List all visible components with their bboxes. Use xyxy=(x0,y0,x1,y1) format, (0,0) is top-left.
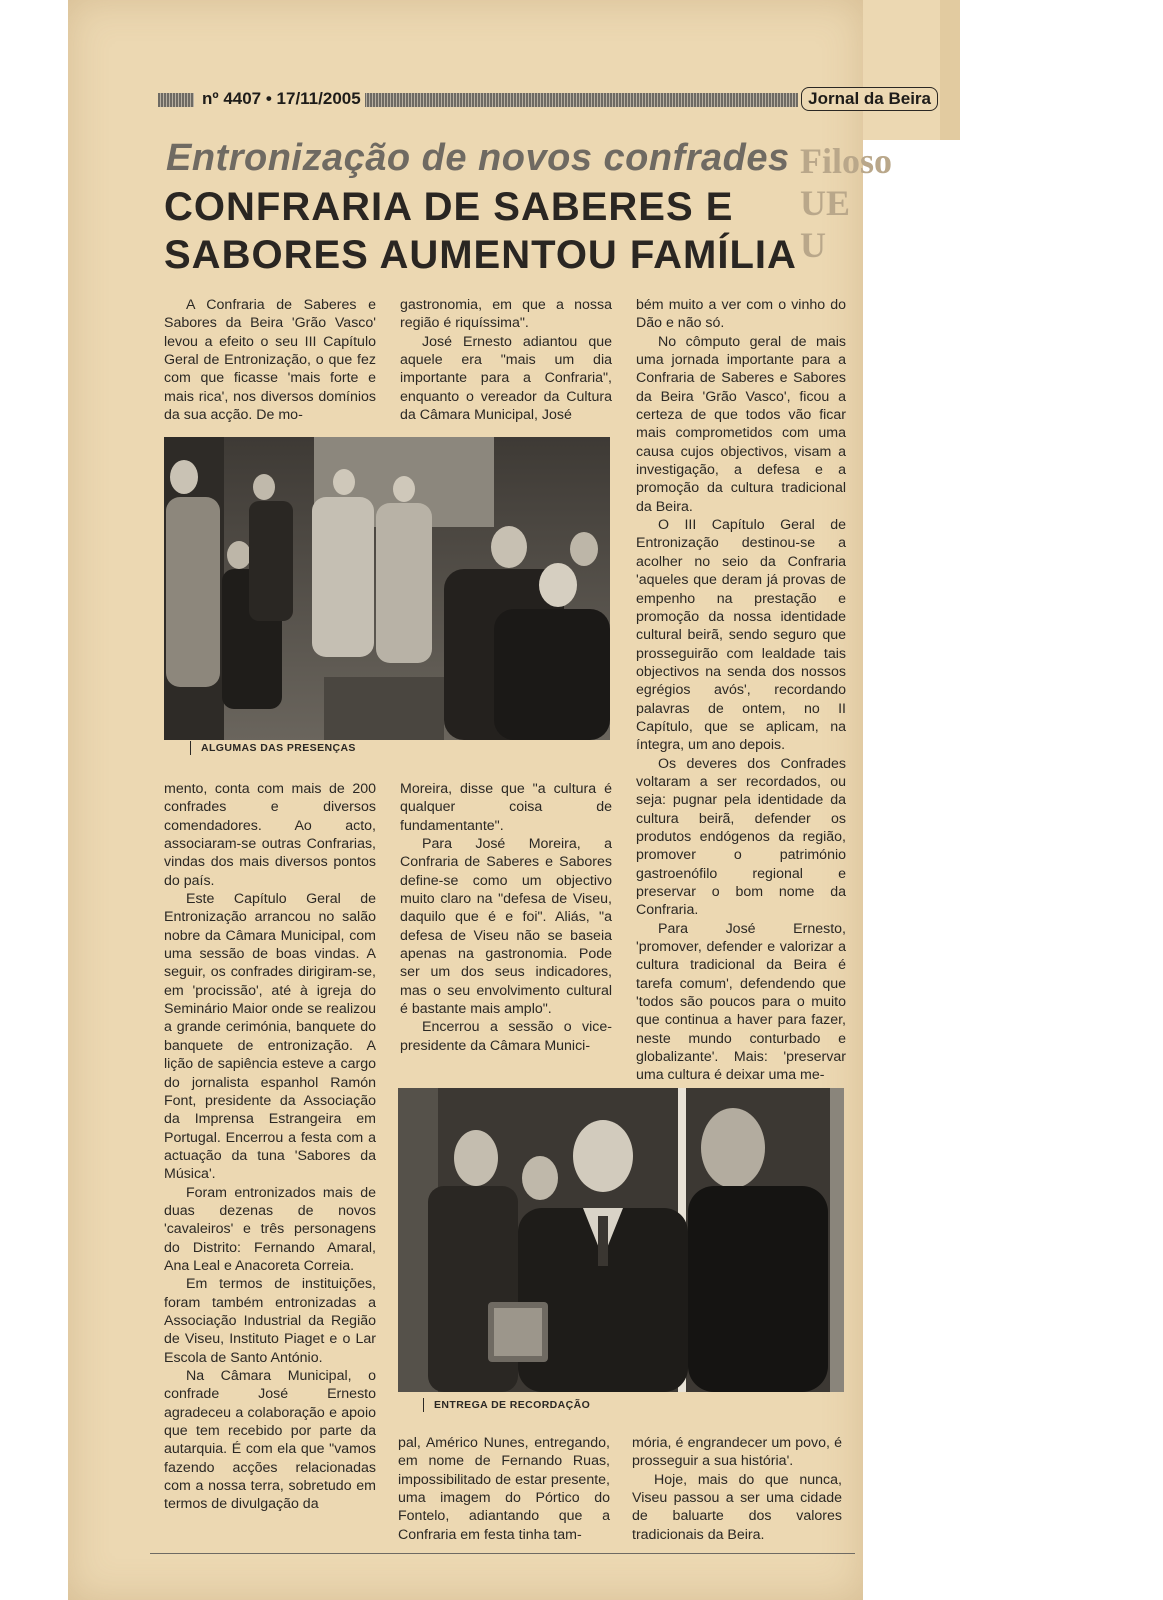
paragraph: pal, Américo Nunes, entregando, em nome de Fernando Ruas, impossibilitado de estar presente, uma imagem do Pórtico do Fontelo, adiantando que a Confraria em festa tinha tam- xyxy=(398,1435,610,1543)
column-2-bottom xyxy=(398,1434,610,1544)
column-1-bottom xyxy=(164,780,376,1514)
header-hatch-right xyxy=(358,93,798,107)
paragraph: Foram entronizados mais de duas dezenas de novos 'cavaleiros' e três personagens do Distrito: Fernando Amaral, Ana Leal e Anacoreta Correia. xyxy=(164,1184,376,1274)
photo-1-caption: ALGUMAS DAS PRESENÇAS xyxy=(190,741,356,755)
paragraph: A Confraria de Saberes e Sabores da Beira 'Grão Vasco' levou a efeito o seu III Capítulo Geral de Entronização, o que fez com que ficasse 'mais forte e mais rica', nos diversos domínios da sua acção. De mo- xyxy=(164,297,376,424)
paragraph: José Ernesto adiantou que aquele era "mais um dia importante para a Confraria", enquanto o vereador da Cultura da Câmara Municipal, José xyxy=(400,333,612,424)
article-headline: CONFRARIA DE SABERES E SABORES AUMENTOU FAMÍLIA xyxy=(164,185,797,277)
newspaper-name: Jornal da Beira xyxy=(801,87,938,111)
header-bar xyxy=(158,87,938,111)
photo-ceremony-attendees xyxy=(164,437,610,740)
paragraph: No cômputo geral de mais uma jornada importante para a Confraria de Saberes e Sabores da Beira 'Grão Vasco', ficou a certeza de que todos vão ficar mais comprometidos com uma causa cujos objectivos, visam a investigação, a defesa e a promoção da cultura tradicional da Beira. xyxy=(636,333,846,515)
column-3-bottom xyxy=(632,1434,842,1544)
clipping-torn-edge xyxy=(940,0,960,140)
paragraph: Hoje, mais do que nunca, Viseu passou a ser uma cidade de baluarte dos valores tradicionais da Beira. xyxy=(632,1471,842,1543)
paragraph: bém muito a ver com o vinho do Dão e não só. xyxy=(636,297,846,332)
paragraph: gastronomia, em que a nossa região é riquíssima". xyxy=(400,297,612,332)
paragraph: O III Capítulo Geral de Entronização destinou-se a acolher no seio da Confraria 'aqueles que deram já provas de empenho na prestação e promoção da nossa identidade cultural beirã, sendo seguro que prosseguirão com lealdade tais objectivos na senda dos nossos egrégios avós', recordando palavras de ontem, no II Capítulo, que se aplicam, na íntegra, um ano depois. xyxy=(636,517,846,754)
column-2-top xyxy=(400,296,612,424)
paragraph: Moreira, disse que "a cultura é qualquer coisa de fundamentante". xyxy=(400,781,612,834)
paragraph: Na Câmara Municipal, o confrade José Ernesto agradeceu a colaboração e apoio que tem recebido por parte da autarquia. É com ela que "vamos fazendo acções relacionadas com a nossa terra, sobretudo em termos de divulgação da xyxy=(164,1368,376,1513)
adjacent-article-bleed: Filoso UE U xyxy=(800,141,893,265)
paragraph: Para José Moreira, a Confraria de Saberes e Sabores define-se como um objectivo muito claro na "defesa de Viseu, daquilo que é e foi". Aliás, "a defesa de Viseu não se baseia apenas na gastronomia. Pode ser um dos seus indicadores, mas o seu envolvimento cultural é bastante mais amplo". xyxy=(400,836,612,1018)
column-1-top xyxy=(164,296,376,424)
article-kicker: Entronização de novos confrades xyxy=(166,137,790,179)
paragraph: mento, conta com mais de 200 confrades e diversos comendadores. Ao acto, associaram-se outras Confrarias, vindas dos mais diversos pontos do país. xyxy=(164,781,376,889)
column-2-middle xyxy=(400,780,612,1055)
paragraph: Em termos de instituições, foram também entronizadas a Associação Industrial da Região de Viseu, Instituto Piaget e o Lar Escola de Santo António. xyxy=(164,1276,376,1366)
photo-attendees-illustration xyxy=(164,437,610,740)
paragraph: Para José Ernesto, 'promover, defender e valorizar a cultura tradicional da Beira é tarefa comum', defendendo que 'todos são poucos para o muito que continua a haver para fazer, neste mundo conturbado e globalizante'. Mais: 'preservar uma cultura é deixar uma me- xyxy=(636,920,846,1084)
bottom-rule xyxy=(150,1553,855,1554)
issue-date: nº 4407 • 17/11/2005 xyxy=(198,87,365,111)
photo-2-caption: ENTREGA DE RECORDAÇÃO xyxy=(423,1398,590,1412)
paragraph: Encerrou a sessão o vice-presidente da Câmara Munici- xyxy=(400,1019,612,1054)
column-3-top xyxy=(636,296,846,1085)
photo-handover-illustration xyxy=(398,1088,844,1392)
photo-souvenir-handover xyxy=(398,1088,844,1392)
paragraph: Este Capítulo Geral de Entronização arrancou no salão nobre da Câmara Municipal, com uma sessão de boas vindas. A seguir, os confrades dirigiram-se, em 'procissão', até à igreja do Seminário Maior onde se realizou a grande cerimónia, banquete do banquete de entronização. A lição de sapiência esteve a cargo do jornalista espanhol Ramón Font, presidente da Associação da Imprensa Estrangeira em Portugal. Encerrou a festa com a actuação da tuna 'Sabores da Música'. xyxy=(164,891,376,1183)
paragraph: mória, é engrandecer um povo, é prosseguir a sua história'. xyxy=(632,1435,842,1470)
paragraph: Os deveres dos Confrades voltaram a ser recordados, ou seja: pugnar pela identidade da cultura beirã, defender os produtos endógenos da região, promover o património gastroenófilo regional e preservar o bom nome da Confraria. xyxy=(636,755,846,919)
header-hatch-left xyxy=(158,93,194,107)
